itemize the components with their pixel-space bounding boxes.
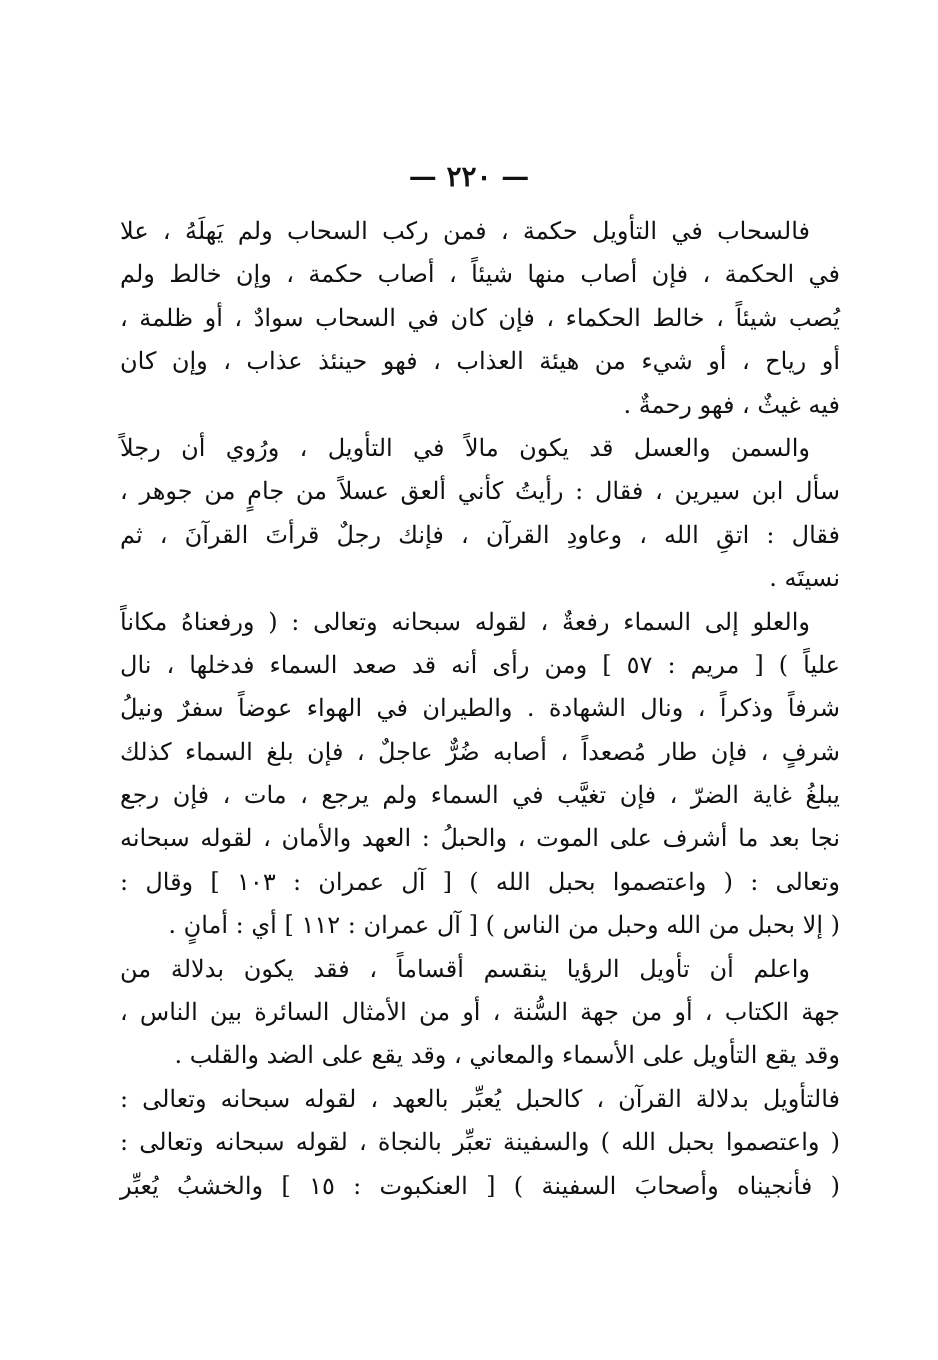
text-line: أو رياح ، أو شيء من هيئة العذاب ، فهو حينئذ عذاب ، وإن كان [120, 347, 840, 376]
page-number: — ٢٢٠ — [408, 160, 530, 193]
text-line: ( إلا بحبل من الله وحبل من الناس ) [ آل عمران : ١١٢ ] أي : أمانٍ . [168, 911, 840, 940]
text-line: نجا بعد ما أشرف على الموت ، والحبلُ : العهد والأمان ، لقوله سبحانه [120, 824, 840, 853]
text-line: وقد يقع التأويل على الأسماء والمعاني ، وقد يقع على الضد والقلب . [174, 1041, 840, 1070]
text-line: والعلو إلى السماء رفعةٌ ، لقوله سبحانه وتعالى : ( ورفعناهُ مكاناً [120, 607, 810, 636]
text-line: ( واعتصموا بحبل الله ) والسفينة تعبِّر بالنجاة ، لقوله سبحانه وتعالى : [120, 1128, 840, 1157]
text-line: ( فأنجيناه وأصحابَ السفينة ) [ العنكبوت : ١٥ ] والخشبُ يُعبِّر [120, 1171, 840, 1200]
text-line: شرفاً وذكراً ، ونال الشهادة . والطيران في الهواء عوضاً سفرٌ ونيلُ [120, 694, 840, 723]
text-line: فالتأويل بدلالة القرآن ، كالحبل يُعبِّر بالعهد ، لقوله سبحانه وتعالى : [120, 1084, 840, 1113]
text-line: فيه غيثٌ ، فهو رحمةٌ . [623, 390, 840, 419]
text-line: واعلم أن تأويل الرؤيا ينقسم أقساماً ، فقد يكون بدلالة من [120, 954, 810, 983]
text-line: والسمن والعسل قد يكون مالاً في التأويل ، ورُوي أن رجلاً [120, 433, 810, 462]
text-line: يُصب شيئاً ، خالط الحكماء ، فإن كان في السحاب سوادٌ ، أو ظلمة ، [120, 303, 840, 332]
text-line: في الحكمة ، فإن أصاب منها شيئاً ، أصاب حكمة ، وإن خالط ولم [120, 260, 840, 289]
text-line: سأل ابن سيرين ، فقال : رأيتُ كأني ألعق عسلاً من جامٍ من جوهر ، [120, 477, 840, 506]
text-line: نسيتَه . [769, 564, 840, 593]
text-line: شرفٍ ، فإن طار مُصعداً ، أصابه ضُرٌّ عاجلٌ ، فإن بلغ السماء كذلك [120, 737, 840, 766]
text-line: علياً ) [ مريم : ٥٧ ] ومن رأى أنه قد صعد السماء فدخلها ، نال [120, 650, 841, 679]
text-line: وتعالى : ( واعتصموا بحبل الله ) [ آل عمران : ١٠٣ ] وقال : [120, 867, 841, 896]
text-body [120, 210, 840, 1208]
text-line: يبلغُ غاية الضرّ ، فإن تغيَّب في السماء ولم يرجع ، مات ، فإن رجع [120, 781, 840, 810]
text-line: جهة الكتاب ، أو من جهة السُّنة ، أو من الأمثال السائرة بين الناس ، [120, 998, 840, 1027]
text-line: فقال : اتقِ الله ، وعاودِ القرآن ، فإنك رجلٌ قرأتَ القرآنَ ، ثم [120, 520, 840, 549]
text-line: فالسحاب في التأويل حكمة ، فمن ركب السحاب ولم يَهلَهُ ، علا [120, 217, 810, 245]
